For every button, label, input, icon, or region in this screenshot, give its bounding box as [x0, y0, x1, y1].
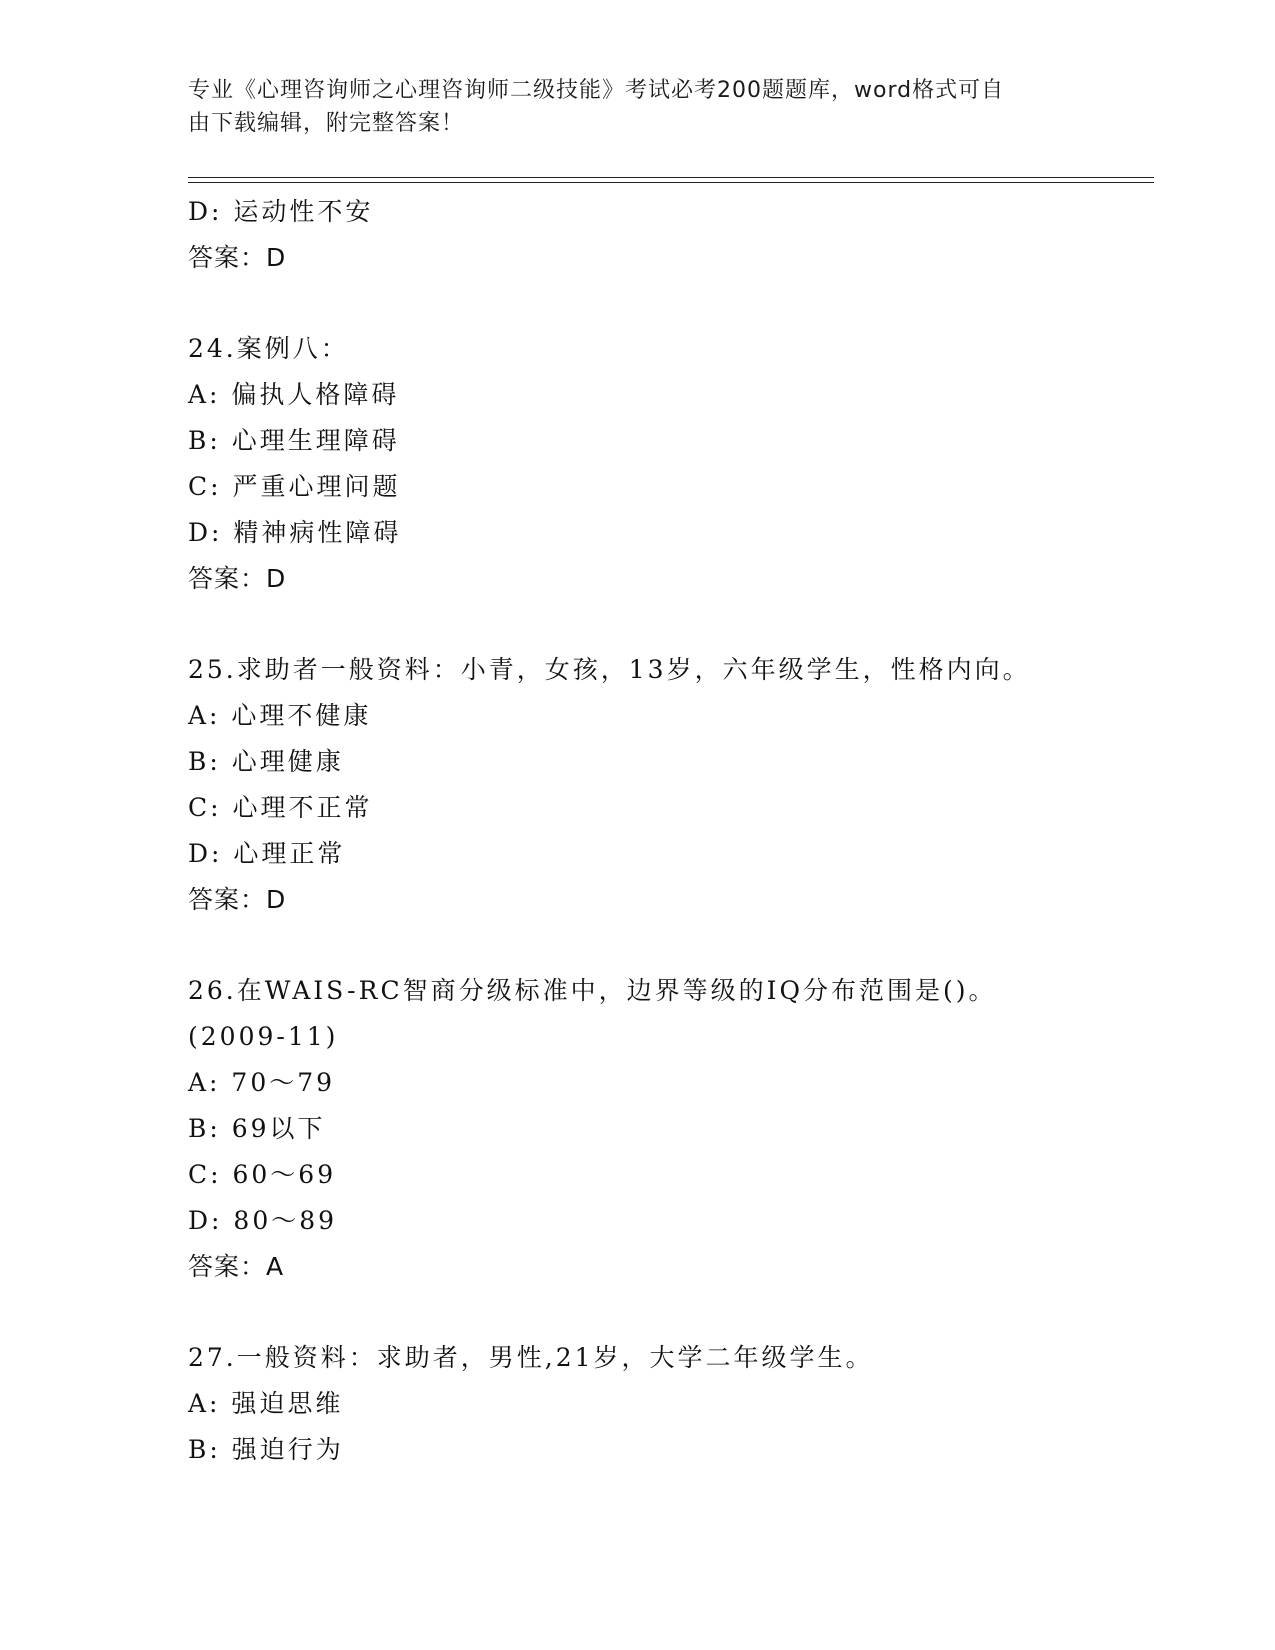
- question-27: [188, 1335, 1168, 1473]
- question-list: [188, 189, 1168, 1473]
- option-c: C: 严重心理问题: [188, 472, 401, 501]
- option-b: B: 心理健康: [188, 747, 344, 776]
- document-header: [188, 74, 1088, 140]
- header-rule-bottom: [188, 182, 1154, 183]
- question-stem-continued: (2009-11): [188, 1022, 339, 1051]
- answer-line: 答案：D: [188, 564, 287, 593]
- question-23-tail: [188, 189, 1168, 281]
- option-d: D: 心理正常: [188, 839, 346, 868]
- header-line-2: 由下载编辑，附完整答案！: [188, 111, 465, 136]
- option-a: A: 心理不健康: [188, 701, 372, 730]
- question-stem: 26.在WAIS-RC智商分级标准中，边界等级的IQ分布范围是()。: [188, 976, 997, 1005]
- option-a: A: 偏执人格障碍: [188, 380, 400, 409]
- header-line-1: 专业《心理咨询师之心理咨询师二级技能》考试必考200题题库，word格式可自: [188, 78, 1005, 103]
- option-c: C: 心理不正常: [188, 793, 373, 822]
- answer-line: 答案：A: [188, 1252, 285, 1281]
- option-d: D: 精神病性障碍: [188, 518, 402, 547]
- question-25: [188, 647, 1168, 923]
- option-a: A: 强迫思维: [188, 1389, 344, 1418]
- option-a: A: 70～79: [188, 1068, 336, 1097]
- question-24: [188, 326, 1168, 602]
- option-b: B: 强迫行为: [188, 1435, 344, 1464]
- option-c: C: 60～69: [188, 1160, 337, 1189]
- question-26: [188, 968, 1168, 1290]
- option-d: D: 运动性不安: [188, 197, 374, 226]
- option-b: B: 心理生理障碍: [188, 426, 400, 455]
- answer-line: 答案：D: [188, 243, 287, 272]
- option-b: B: 69以下: [188, 1114, 326, 1143]
- answer-line: 答案：D: [188, 885, 287, 914]
- option-d: D: 80～89: [188, 1206, 338, 1235]
- header-rule-top: [188, 177, 1154, 178]
- question-stem: 24.案例八：: [188, 334, 349, 363]
- question-stem: 27.一般资料：求助者，男性,21岁，大学二年级学生。: [188, 1343, 874, 1372]
- question-stem: 25.求助者一般资料：小青，女孩，13岁，六年级学生，性格内向。: [188, 655, 1031, 684]
